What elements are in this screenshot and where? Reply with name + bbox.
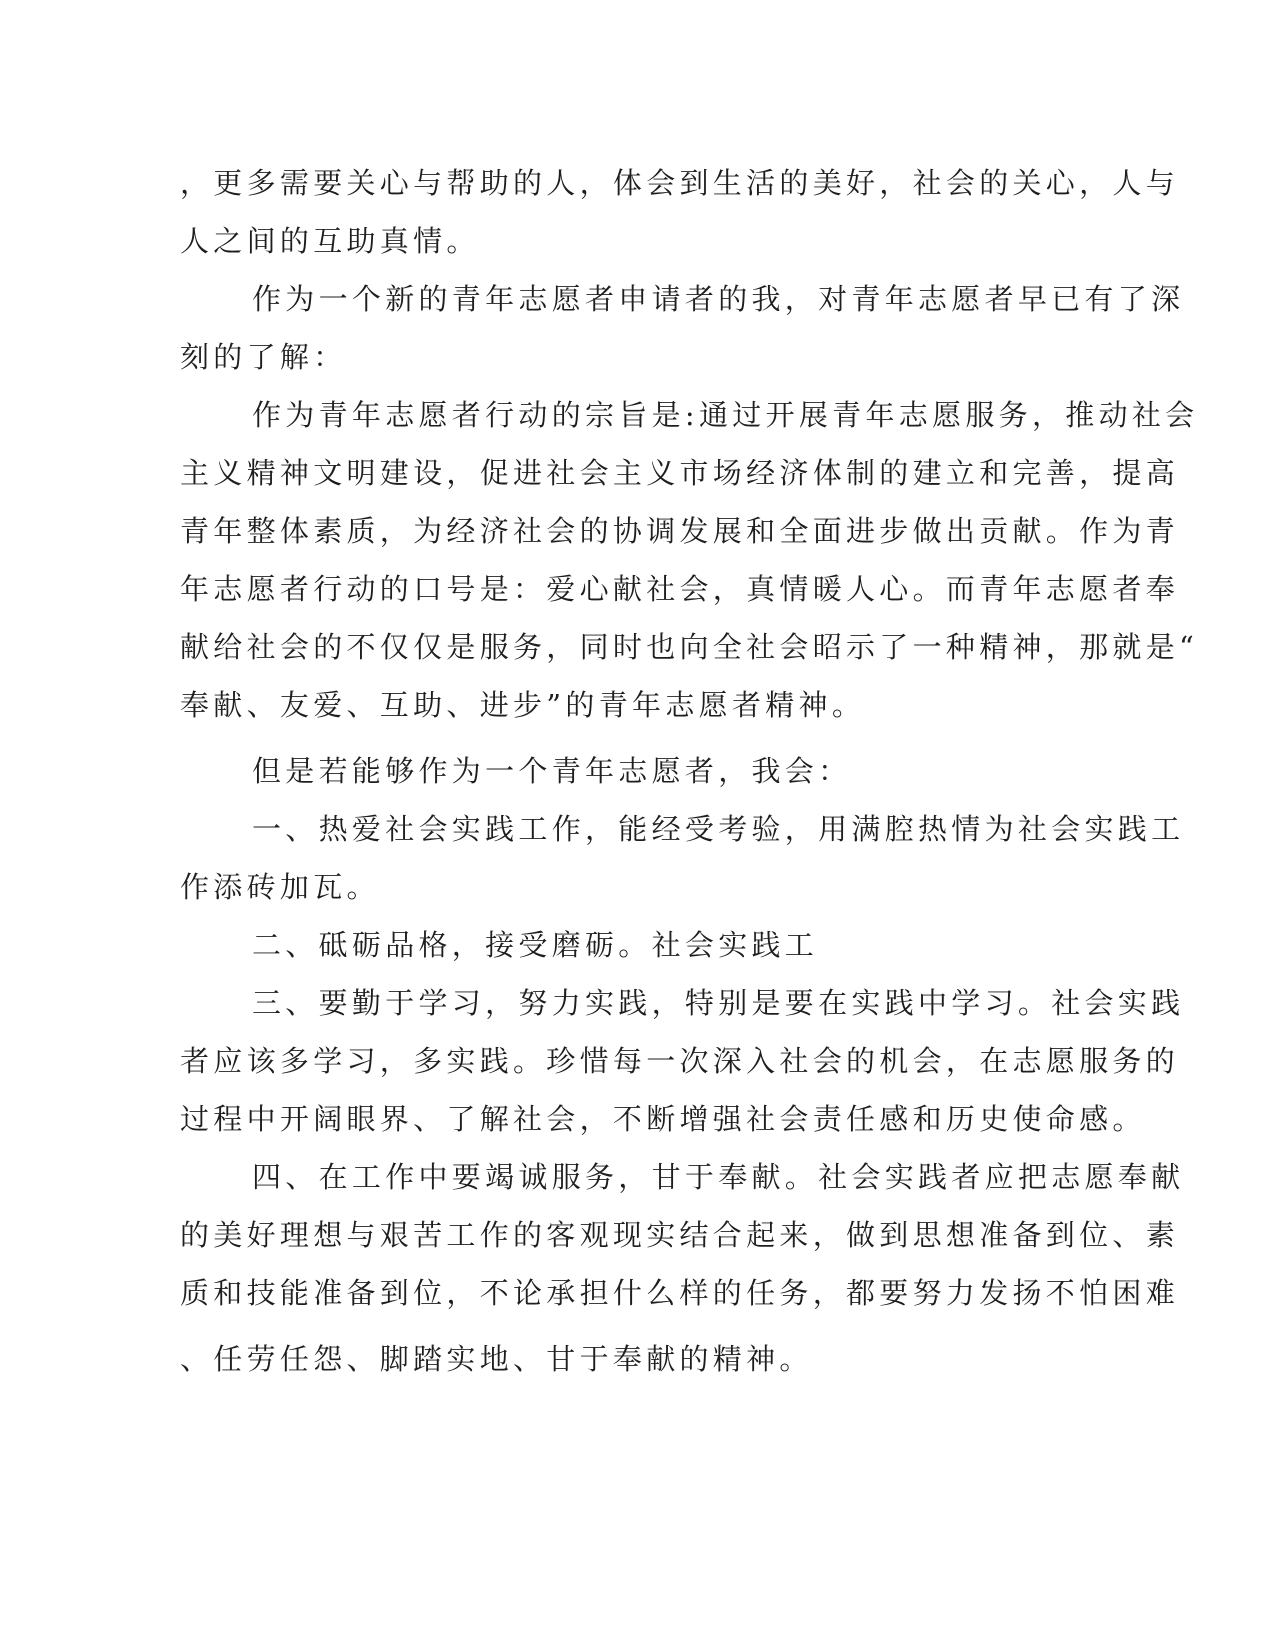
text-line: 的美好理想与艰苦工作的客观现实结合起来，做到思想准备到位、素 (180, 1218, 1180, 1252)
text-line: 主义精神文明建设，促进社会主义市场经济体制的建立和完善，提高 (180, 456, 1180, 490)
text-line: 质和技能准备到位，不论承担什么样的任务，都要努力发扬不怕困难 (180, 1276, 1180, 1310)
text-line: 刻的了解： (180, 340, 347, 374)
text-line: 作添砖加瓦。 (180, 870, 380, 904)
paragraph-start-line: 一、热爱社会实践工作，能经受考验，用满腔热情为社会实践工 (252, 812, 1185, 846)
paragraph-start-line: 二、砥砺品格，接受磨砺。社会实践工 (252, 928, 819, 962)
text-line: 年志愿者行动的口号是：爱心献社会，真情暖人心。而青年志愿者奉 (180, 572, 1180, 606)
text-line: 过程中开阔眼界、了解社会，不断增强社会责任感和历史使命感。 (180, 1102, 1146, 1136)
text-line: 人之间的互助真情。 (180, 224, 480, 258)
text-line: 者应该多学习，多实践。珍惜每一次深入社会的机会，在志愿服务的 (180, 1044, 1180, 1078)
text-line: ，更多需要关心与帮助的人，体会到生活的美好，社会的关心，人与 (180, 166, 1180, 200)
paragraph-start-line: 但是若能够作为一个青年志愿者，我会： (252, 754, 852, 788)
paragraph-start-line: 四、在工作中要竭诚服务，甘于奉献。社会实践者应把志愿奉献 (252, 1160, 1185, 1194)
text-line: 、任劳任怨、脚踏实地、甘于奉献的精神。 (180, 1342, 813, 1376)
paragraph-start-line: 三、要勤于学习，努力实践，特别是要在实践中学习。社会实践 (252, 986, 1185, 1020)
text-line: 青年整体素质，为经济社会的协调发展和全面进步做出贡献。作为青 (180, 514, 1180, 548)
text-line: 奉献、友爱、互助、进步”的青年志愿者精神。 (180, 688, 866, 722)
text-line: 献给社会的不仅仅是服务，同时也向全社会昭示了一种精神，那就是“ (180, 630, 1199, 664)
paragraph-start-line: 作为青年志愿者行动的宗旨是:通过开展青年志愿服务，推动社会 (252, 398, 1199, 432)
paragraph-start-line: 作为一个新的青年志愿者申请者的我，对青年志愿者早已有了深 (252, 282, 1185, 316)
